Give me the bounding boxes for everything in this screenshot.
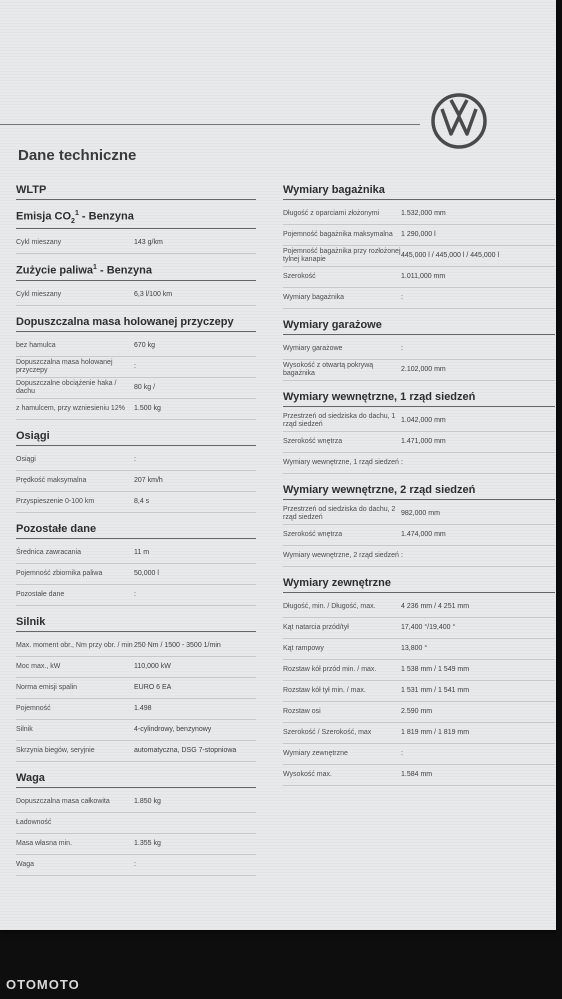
spec-row bbox=[16, 357, 256, 378]
spec-value: 1.498 bbox=[134, 704, 152, 712]
section-wymiary-zewnetrzne bbox=[283, 577, 555, 786]
spec-row bbox=[283, 453, 555, 474]
spec-label: Rozstaw kół tył min. / max. bbox=[283, 687, 366, 694]
spec-value: 6,3 l/100 km bbox=[134, 290, 173, 298]
spec-row bbox=[283, 288, 555, 309]
section-title: Waga bbox=[16, 772, 256, 788]
spec-row bbox=[16, 699, 256, 720]
page-title: Dane techniczne bbox=[18, 147, 137, 164]
spec-row bbox=[16, 720, 256, 741]
right-column bbox=[283, 184, 555, 796]
spec-value: 8,4 s bbox=[134, 497, 150, 505]
spec-value: 1.042,000 mm bbox=[401, 417, 446, 424]
spec-value: 1.471,000 mm bbox=[401, 438, 446, 445]
section-title: Wymiary wewnętrzne, 1 rząd siedzeń bbox=[283, 391, 555, 407]
spec-value: 50,000 l bbox=[134, 569, 159, 577]
spec-value: 1 290,000 l bbox=[401, 231, 436, 238]
spec-label: Wysokość z otwartą pokrywą bagażnika bbox=[283, 362, 374, 377]
spec-row bbox=[283, 411, 555, 432]
spec-value: EURO 6 EA bbox=[134, 683, 172, 691]
spec-label: Przyspieszenie 0-100 km bbox=[16, 497, 95, 505]
spec-label: Waga bbox=[16, 860, 35, 868]
section-waga bbox=[16, 772, 256, 876]
spec-row bbox=[283, 246, 555, 267]
spec-label: Osiągi bbox=[16, 455, 36, 463]
spec-value: : bbox=[134, 590, 136, 598]
spec-value: 1.850 kg bbox=[134, 797, 161, 805]
spec-row bbox=[16, 233, 256, 254]
spec-row bbox=[16, 471, 256, 492]
spec-label: Przestrzeń od siedziska do dachu, 2 rząd siedzeń bbox=[283, 506, 396, 521]
spec-label: Dopuszczalna masa całkowita bbox=[16, 797, 110, 805]
spec-label: Dopuszczalne obciążenie haka / dachu bbox=[16, 379, 117, 395]
section-emisja-co bbox=[16, 210, 256, 254]
spec-value: : bbox=[134, 455, 136, 463]
spec-row bbox=[283, 660, 555, 681]
section-title: Wymiary zewnętrzne bbox=[283, 577, 555, 593]
spec-row bbox=[283, 525, 555, 546]
section-title: Wymiary garażowe bbox=[283, 319, 555, 335]
spec-label: Norma emisji spalin bbox=[16, 683, 78, 691]
spec-row bbox=[16, 678, 256, 699]
spec-row bbox=[283, 504, 555, 525]
spec-label: Przestrzeń od siedziska do dachu, 1 rząd siedzeń bbox=[283, 413, 396, 428]
spec-row bbox=[16, 813, 256, 834]
spec-value: 143 g/km bbox=[134, 238, 163, 246]
spec-label: bez hamulca bbox=[16, 341, 56, 349]
spec-row bbox=[16, 450, 256, 471]
spec-label: Cykl mieszany bbox=[16, 290, 62, 298]
spec-label: Wymiary zewnętrzne bbox=[283, 750, 348, 757]
spec-label: Ładowność bbox=[16, 818, 52, 826]
spec-label: Szerokość wnętrza bbox=[283, 438, 343, 445]
spec-label: Szerokość / Szerokość, max bbox=[283, 729, 372, 736]
section-wymiary-garazowe bbox=[283, 319, 555, 381]
spec-label: z hamulcem, przy wzniesieniu 12% bbox=[16, 404, 125, 412]
spec-value: 11 m bbox=[134, 548, 150, 556]
spec-label: Długość z oparciami złożonymi bbox=[283, 210, 380, 217]
section-title: Zużycie paliwa$^1$ - Benzyna bbox=[16, 264, 256, 281]
spec-value: : bbox=[401, 459, 403, 466]
spec-value: 1.474,000 mm bbox=[401, 531, 446, 538]
spec-value: 13,800 ° bbox=[401, 645, 428, 652]
section-wltp bbox=[16, 184, 256, 200]
spec-value: : bbox=[401, 345, 403, 352]
spec-row bbox=[16, 792, 256, 813]
section-title: Wymiary bagażnika bbox=[283, 184, 555, 200]
spec-row bbox=[283, 225, 555, 246]
section-title: Emisja $CO_2^1$ - Benzyna bbox=[16, 210, 256, 229]
spec-value: 2.590 mm bbox=[401, 708, 433, 715]
spec-row bbox=[16, 543, 256, 564]
spec-row bbox=[16, 564, 256, 585]
section-title: Wymiary wewnętrzne, 2 rząd siedzeń bbox=[283, 484, 555, 500]
spec-label: Pojemność zbiornika paliwa bbox=[16, 569, 103, 577]
spec-value: 250 Nm / 1500 - 3500 1/min bbox=[134, 641, 221, 649]
spec-row bbox=[16, 636, 256, 657]
spec-value: 982,000 mm bbox=[401, 510, 440, 517]
spec-value: 17,400 °/19,400 ° bbox=[401, 624, 456, 631]
spec-row bbox=[283, 546, 555, 567]
spec-label: Dopuszczalna masa holowanej przyczepy bbox=[16, 358, 113, 374]
spec-row bbox=[16, 834, 256, 855]
spec-row bbox=[283, 339, 555, 360]
spec-label: Moc max., kW bbox=[16, 662, 61, 670]
spec-row bbox=[16, 741, 256, 762]
spec-label: Szerokość bbox=[283, 273, 316, 280]
watermark-text: OTOMOTO bbox=[6, 977, 80, 992]
spec-row bbox=[283, 744, 555, 765]
spec-row bbox=[16, 585, 256, 606]
spec-row bbox=[16, 285, 256, 306]
spec-label: Wymiary wewnętrzne, 1 rząd siedzeń bbox=[283, 459, 399, 466]
spec-value: : bbox=[401, 552, 403, 559]
spec-label: Prędkość maksymalna bbox=[16, 476, 87, 484]
spec-row bbox=[283, 765, 555, 786]
section-title: Dopuszczalna masa holowanej przyczepy bbox=[16, 316, 256, 332]
spec-label: Rozstaw kół przód min. / max. bbox=[283, 666, 377, 673]
spec-row bbox=[16, 399, 256, 420]
spec-value: 1 531 mm / 1 541 mm bbox=[401, 687, 470, 694]
spec-label: Wymiary wewnętrzne, 2 rząd siedzeń bbox=[283, 552, 399, 559]
section-silnik bbox=[16, 616, 256, 762]
left-column bbox=[16, 184, 256, 886]
spec-row bbox=[283, 618, 555, 639]
spec-value: : bbox=[401, 294, 403, 301]
spec-label: Wymiary bagażnika bbox=[283, 294, 345, 301]
spec-label: Rozstaw osi bbox=[283, 708, 321, 715]
spec-value: : bbox=[401, 750, 403, 757]
spec-label: Pojemność bbox=[16, 704, 51, 712]
spec-row bbox=[16, 336, 256, 357]
spec-label: Pojemność bagażnika przy rozłożonej tylnej kanapie bbox=[283, 248, 401, 263]
spec-value: 1 819 mm / 1 819 mm bbox=[401, 729, 470, 736]
spec-label: Max. moment obr., Nm przy obr. / min bbox=[16, 641, 133, 649]
section-title: Osiągi bbox=[16, 430, 256, 446]
spec-label: Kąt natarcia przód/tył bbox=[283, 624, 349, 631]
spec-row bbox=[283, 723, 555, 744]
spec-label: Silnik bbox=[16, 725, 33, 733]
spec-label: Cykl mieszany bbox=[16, 238, 62, 246]
spec-row bbox=[16, 855, 256, 876]
section-wymiary-bagaznika bbox=[283, 184, 555, 309]
vw-logo-icon bbox=[430, 92, 488, 150]
section-pozostale-dane bbox=[16, 523, 256, 606]
spec-value: 1.500 kg bbox=[134, 404, 161, 412]
spec-label: Wymiary garażowe bbox=[283, 345, 343, 352]
spec-value: 1.355 kg bbox=[134, 839, 161, 847]
spec-label: Szerokość wnętrza bbox=[283, 531, 343, 538]
section-osiagi bbox=[16, 430, 256, 513]
section-title: WLTP bbox=[16, 184, 256, 200]
spec-label: Skrzynia biegów, seryjnie bbox=[16, 746, 95, 754]
section-wymiary-wewnetrzne-1-rzad-siedzen bbox=[283, 391, 555, 474]
spec-label: Pozostałe dane bbox=[16, 590, 65, 598]
spec-value: 4-cylindrowy, benzynowy bbox=[134, 725, 212, 733]
spec-value: 207 km/h bbox=[134, 476, 163, 484]
spec-row bbox=[16, 657, 256, 678]
spec-value: : bbox=[134, 860, 136, 868]
header-rule bbox=[0, 124, 420, 125]
spec-value: 1.532,000 mm bbox=[401, 210, 446, 217]
section-zuzycie-paliwa bbox=[16, 264, 256, 306]
spec-row bbox=[283, 597, 555, 618]
spec-value: 1.584 mm bbox=[401, 771, 433, 778]
spec-label: Długość, min. / Długość, max. bbox=[283, 603, 376, 610]
spec-row bbox=[283, 432, 555, 453]
spec-value: 4 236 mm / 4 251 mm bbox=[401, 603, 470, 610]
section-title: Pozostałe dane bbox=[16, 523, 256, 539]
spec-value: 2.102,000 mm bbox=[401, 366, 446, 373]
spec-row bbox=[283, 360, 555, 381]
spec-value: 80 kg / bbox=[134, 383, 156, 391]
spec-label: Średnica zawracania bbox=[16, 548, 81, 556]
spec-value: 1.011,000 mm bbox=[401, 273, 446, 280]
spec-value: : bbox=[134, 362, 136, 370]
spec-value: automatyczna, DSG 7-stopniowa bbox=[134, 746, 237, 754]
spec-value: 670 kg bbox=[134, 341, 156, 349]
spec-row bbox=[283, 267, 555, 288]
spec-row bbox=[16, 378, 256, 399]
spec-value: 445,000 l / 445,000 l / 445,000 l bbox=[401, 252, 500, 259]
section-title: Silnik bbox=[16, 616, 256, 632]
spec-label: Kąt rampowy bbox=[283, 645, 324, 652]
spec-label: Masa własna min. bbox=[16, 839, 73, 847]
spec-row bbox=[283, 639, 555, 660]
spec-value: 110,000 kW bbox=[134, 662, 171, 670]
spec-value: 1 538 mm / 1 549 mm bbox=[401, 666, 470, 673]
spec-row bbox=[283, 702, 555, 723]
spec-row bbox=[16, 492, 256, 513]
spec-label: Pojemność bagażnika maksymalna bbox=[283, 231, 393, 238]
spec-row bbox=[283, 204, 555, 225]
section-wymiary-wewnetrzne-2-rzad-siedzen bbox=[283, 484, 555, 567]
spec-row bbox=[283, 681, 555, 702]
section-dopuszczalna-masa-holowanej-przyczepy bbox=[16, 316, 256, 420]
spec-label: Wysokość max. bbox=[283, 771, 332, 778]
